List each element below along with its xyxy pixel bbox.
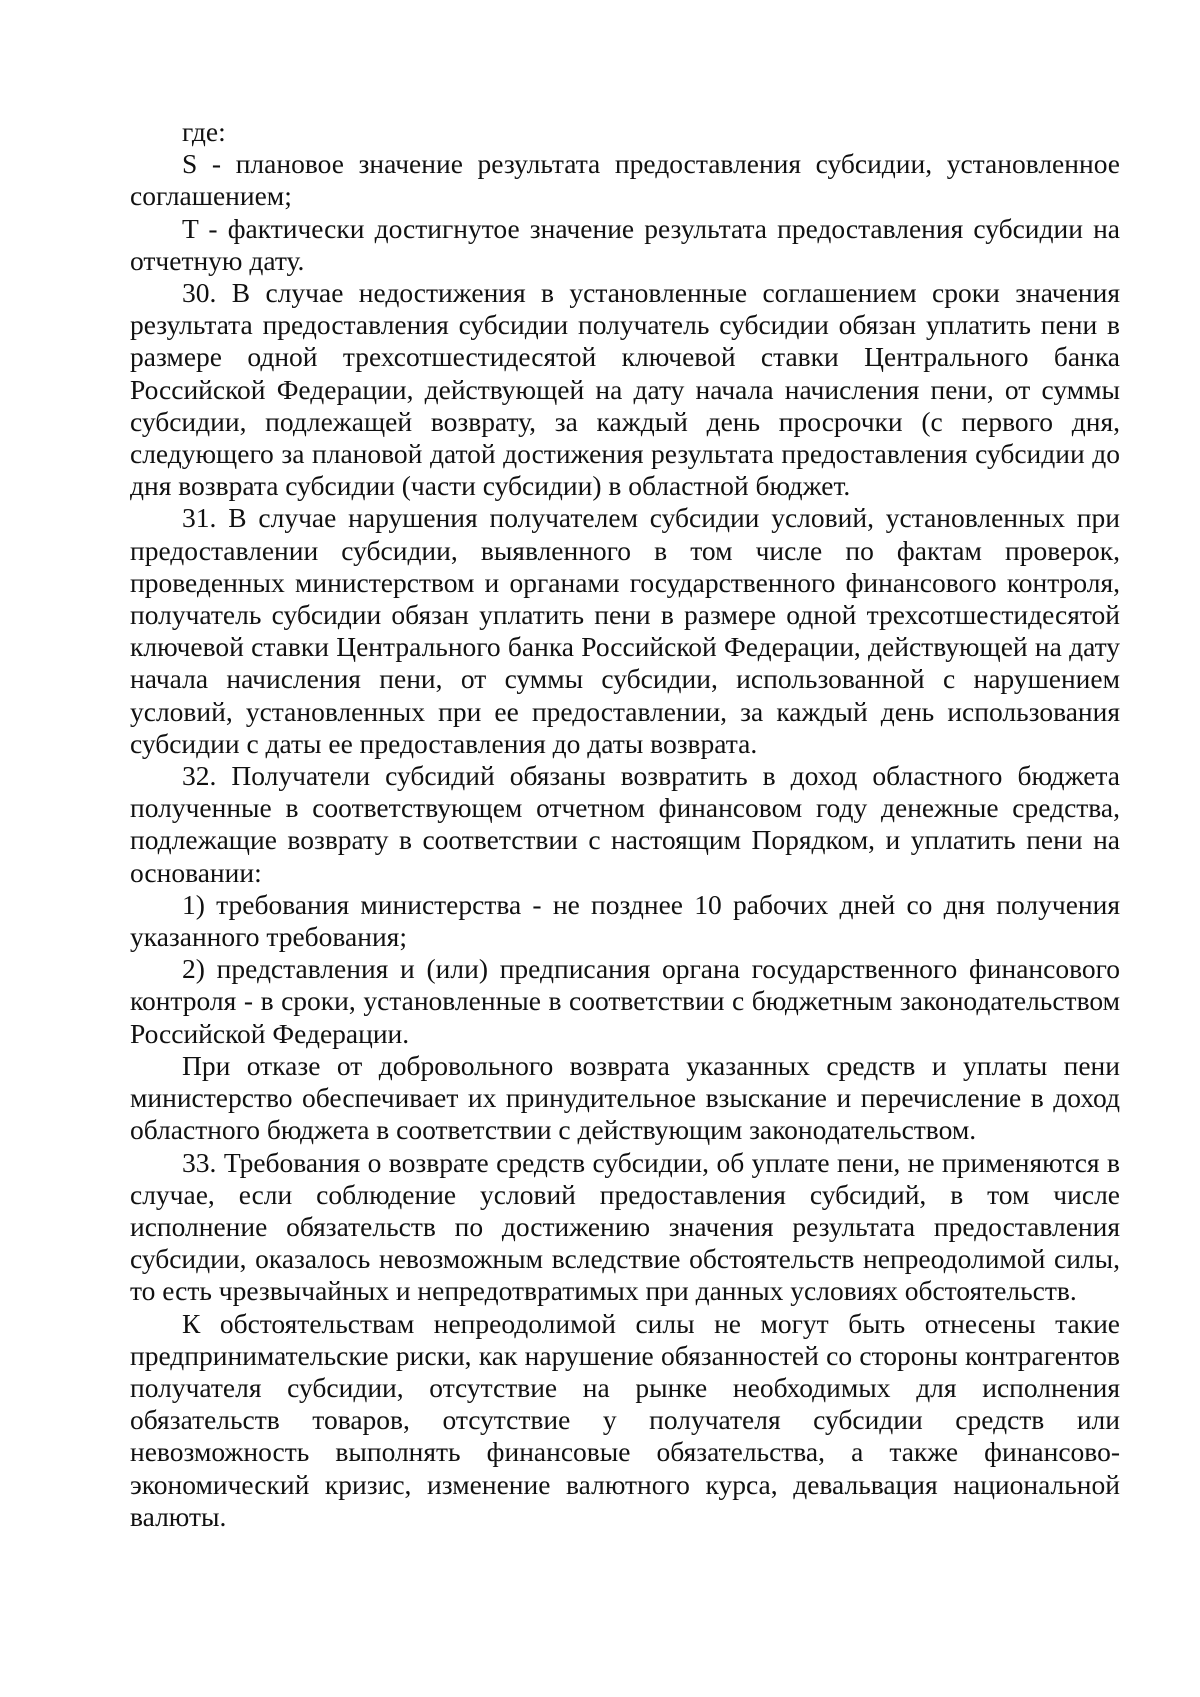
paragraph-clause-32: 32. Получатели субсидий обязаны возвратить в доход областного бюджета полученные в соответствующем отчетном финансовом году денежные средства, подлежащие возврату в соответствии с настоящим Порядком, и уплатить пени на основании: xyxy=(130,760,1120,888)
paragraph-force-majeure: К обстоятельствам непреодолимой силы не могут быть отнесены такие предпринимательские риски, как нарушение обязанностей со стороны контрагентов получателя субсидии, отсутствие на рынке необходимых для исполнения обязательств товаров, отсутствие у получателя субсидии средств или невозможность выполнять финансовые обязательства, а также финансово-экономический кризис, изменение валютного курса, девальвация национальной валюты. xyxy=(130,1307,1120,1532)
paragraph-refusal-return: При отказе от добровольного возврата указанных средств и уплаты пени министерство обеспечивает их принудительное взыскание и перечисление в доход областного бюджета в соответствии с действующим законодательством. xyxy=(130,1049,1120,1146)
paragraph-where: где: xyxy=(182,116,226,147)
document-body xyxy=(130,116,1120,1533)
paragraph-clause-31: 31. В случае нарушения получателем субсидии условий, установленных при предоставлении субсидии, выявленного в том числе по фактам проверок, проведенных министерством и органами государственного финансового контроля, получатель субсидии обязан уплатить пени в размере одной трехсотшестидесятой ключевой ставки Центрального банка Российской Федерации, действующей на дату начала начисления пени, от суммы субсидии, использованной с нарушением условий, установленных при ее предоставлении, за каждый день использования субсидии с даты ее предоставления до даты возврата. xyxy=(130,502,1120,759)
paragraph-t-definition: T - фактически достигнутое значение результата предоставления субсидии на отчетную дату. xyxy=(130,212,1120,276)
paragraph-clause-33: 33. Требования о возврате средств субсидии, об уплате пени, не применяются в случае, если соблюдение условий предоставления субсидий, в том числе исполнение обязательств по достижению значения результата предоставления субсидии, оказалось невозможным вследствие обстоятельств непреодолимой силы, то есть чрезвычайных и непредотвратимых при данных условиях обстоятельств. xyxy=(130,1146,1120,1307)
paragraph-s-definition: S - плановое значение результата предоставления субсидии, установленное соглашением; xyxy=(130,148,1120,212)
paragraph-clause-30: 30. В случае недостижения в установленные соглашением сроки значения результата предоставления субсидии получатель субсидии обязан уплатить пени в размере одной трехсотшестидесятой ключевой ставки Центрального банка Российской Федерации, действующей на дату начала начисления пени, от суммы субсидии, подлежащей возврату, за каждый день просрочки (с первого дня, следующего за плановой датой достижения результата предоставления субсидии до дня возврата субсидии (части субсидии) в областной бюджет. xyxy=(130,277,1120,502)
paragraph-clause-32-item-2: 2) представления и (или) предписания органа государственного финансового контроля - в сроки, установленные в соответствии с бюджетным законодательством Российской Федерации. xyxy=(130,953,1120,1049)
paragraph-clause-32-item-1: 1) требования министерства - не позднее 10 рабочих дней со дня получения указанного требования; xyxy=(130,888,1120,953)
